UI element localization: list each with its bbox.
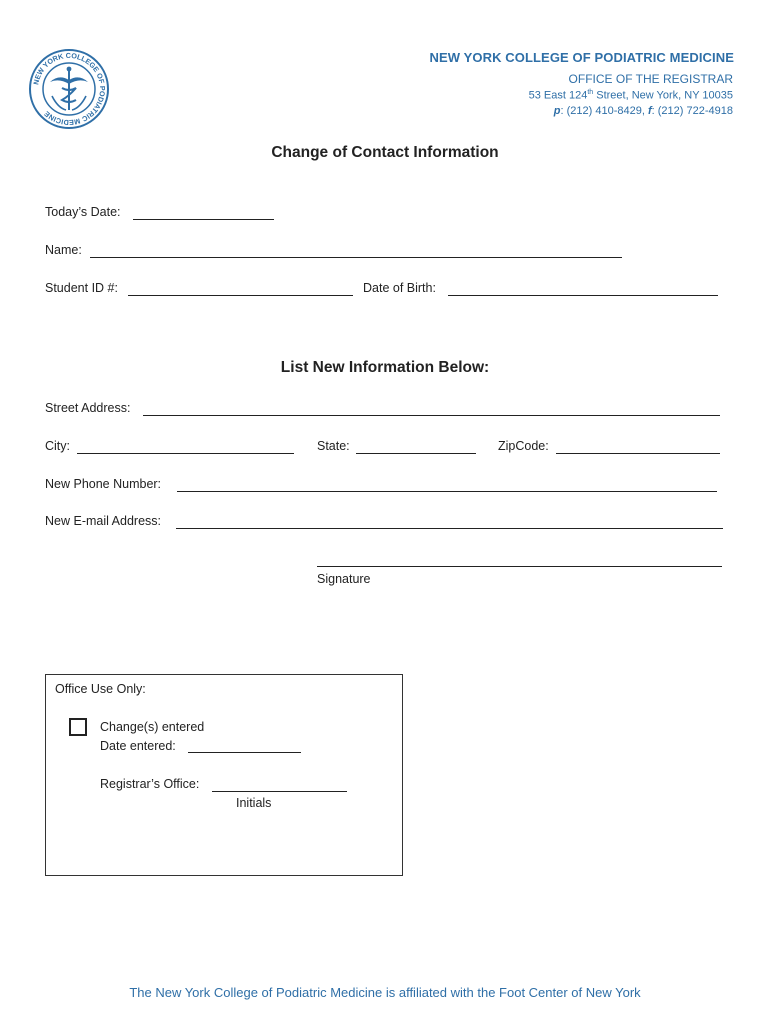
signature-label: Signature — [317, 572, 371, 586]
address-suffix: Street, New York, NY 10035 — [593, 89, 733, 102]
college-name: NEW YORK COLLEGE OF PODIATRIC MEDICINE — [429, 50, 734, 65]
registrar-initials-field[interactable] — [212, 791, 347, 792]
fax-value: : (212) 722-4918 — [651, 105, 733, 117]
state-field[interactable] — [356, 453, 476, 454]
zip-label: ZipCode: — [498, 439, 549, 453]
student-id-field[interactable] — [128, 295, 353, 296]
name-label: Name: — [45, 243, 82, 257]
initials-label: Initials — [236, 796, 272, 810]
email-label: New E-mail Address: — [45, 514, 162, 528]
svg-text:NEW YORK COLLEGE OF PODIATRIC: NEW YORK COLLEGE OF PODIATRIC MEDICINE — [31, 50, 108, 128]
todays-date-label: Today’s Date: — [45, 205, 121, 219]
signature-line[interactable] — [317, 566, 722, 567]
date-entered-label: Date entered: — [100, 739, 176, 753]
street-label: Street Address: — [45, 401, 131, 415]
phone-value: : (212) 410-8429, — [560, 105, 648, 117]
city-label: City: — [45, 439, 70, 453]
todays-date-field[interactable] — [133, 219, 274, 220]
office-name: OFFICE OF THE REGISTRAR — [568, 72, 733, 86]
footer-affiliation: The New York College of Podiatric Medicine is affiliated with the Foot Center of New York — [129, 985, 641, 1000]
address-sup: th — [587, 89, 594, 96]
office-use-heading: Office Use Only: — [55, 682, 146, 696]
state-label: State: — [317, 439, 350, 453]
changes-entered-checkbox[interactable] — [69, 718, 87, 736]
student-id-label: Student ID #: — [45, 281, 118, 295]
city-field[interactable] — [77, 453, 294, 454]
phone-fax — [554, 105, 733, 117]
office-use-box — [45, 674, 403, 876]
date-entered-field[interactable] — [188, 752, 301, 753]
fax-label: f — [647, 105, 652, 117]
section-title: List New Information Below: — [280, 359, 490, 376]
street-field[interactable] — [143, 415, 720, 416]
zip-field[interactable] — [556, 453, 720, 454]
phone-field[interactable] — [177, 491, 717, 492]
phone-label: p — [553, 105, 561, 117]
email-field[interactable] — [176, 528, 723, 529]
name-field[interactable] — [90, 257, 622, 258]
dob-field[interactable] — [448, 295, 718, 296]
dob-label: Date of Birth: — [363, 281, 436, 295]
address-prefix: 53 East 124 — [528, 89, 588, 102]
form-title: Change of Contact Information — [271, 144, 499, 161]
registrar-label: Registrar’s Office: — [100, 777, 200, 791]
phone-label-field: New Phone Number: — [45, 477, 162, 491]
changes-entered-label: Change(s) entered — [100, 720, 205, 734]
address — [529, 89, 733, 102]
college-seal-logo — [28, 48, 110, 130]
